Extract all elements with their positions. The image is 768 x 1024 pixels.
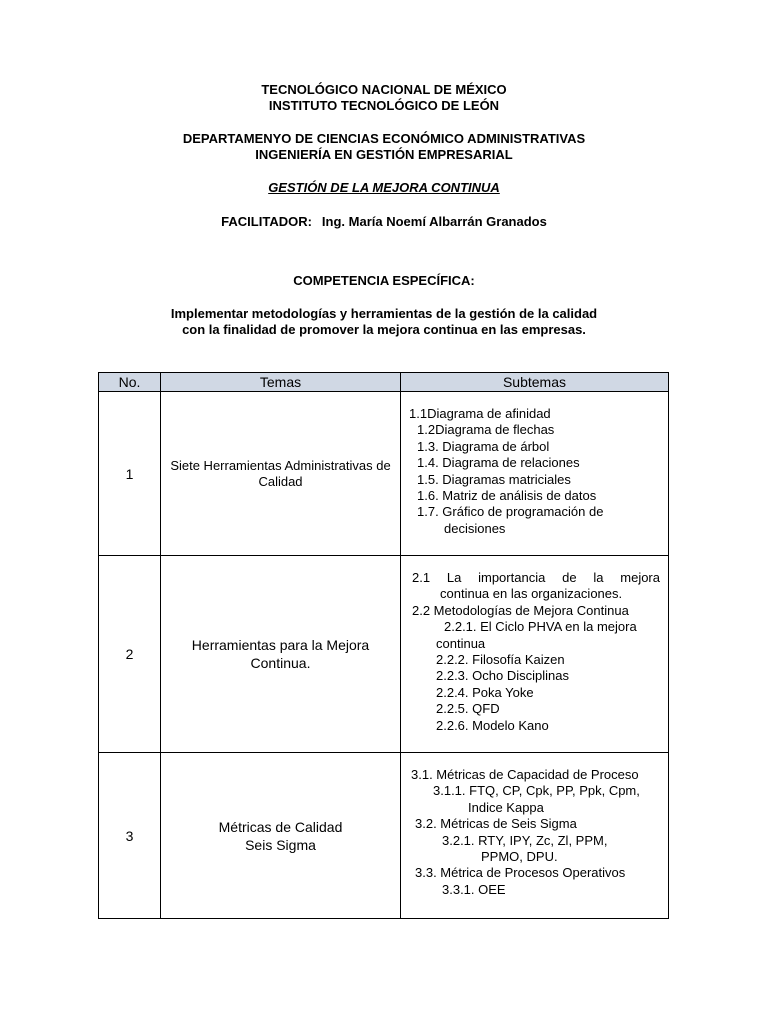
row-number: 2 xyxy=(99,556,161,753)
subtema-item: 2.2.2. Filosofía Kaizen xyxy=(436,652,565,668)
row-number: 3 xyxy=(99,753,161,919)
competencia-line-2: con la finalidad de promover la mejora continua en las empresas. xyxy=(182,322,586,337)
competencia-description xyxy=(0,306,768,338)
subtema-item: 3.3. Métrica de Procesos Operativos xyxy=(415,865,626,881)
subtema-item: 1.5. Diagramas matriciales xyxy=(417,471,571,487)
institution-name: TECNOLÓGICO NACIONAL DE MÉXICO xyxy=(261,82,507,97)
subtema-item: Indice Kappa xyxy=(468,799,544,815)
facilitator-name: Ing. María Noemí Albarrán Granados xyxy=(321,214,547,229)
subtema-item: 1.1Diagrama de afinidad xyxy=(409,406,551,421)
row-subtemas xyxy=(401,556,669,753)
subtema-item: 2.2.1. El Ciclo PHVA en la mejora xyxy=(444,619,637,635)
subtema-item: 1.7. Gráfico de programación de xyxy=(417,504,604,520)
competencia-line-1: Implementar metodologías y herramientas de la gestión de la calidad xyxy=(170,306,598,321)
facilitator-label: FACILITADOR: xyxy=(221,214,312,229)
competencia-title: COMPETENCIA ESPECÍFICA: xyxy=(293,273,475,288)
subtema-item: decisiones xyxy=(444,520,506,536)
subtema-item: 3.2. Métricas de Seis Sigma xyxy=(415,816,577,832)
table-header-row xyxy=(99,373,669,392)
subtema-item: 2.1 La importancia de la mejora xyxy=(412,570,660,585)
program-name: INGENIERÍA EN GESTIÓN EMPRESARIAL xyxy=(255,147,513,162)
column-header-temas: Temas xyxy=(161,373,401,392)
subtema-item: continua xyxy=(436,635,486,651)
row-tema-line: Métricas de Calidad xyxy=(218,818,343,835)
subtema-item: PPMO, DPU. xyxy=(481,849,558,865)
department-name: DEPARTAMENYO DE CIENCIAS ECONÓMICO ADMINISTRATIVAS xyxy=(182,131,586,146)
subtema-item: 2.2 Metodologías de Mejora Continua xyxy=(412,602,629,618)
facilitator-line xyxy=(0,214,768,230)
subtema-item: 2.2.5. QFD xyxy=(436,701,500,717)
subtema-item: 1.4. Diagrama de relaciones xyxy=(417,455,580,471)
department-header xyxy=(0,131,768,163)
subtema-item: 1.3. Diagrama de árbol xyxy=(417,438,550,454)
row-subtemas xyxy=(401,753,669,919)
column-header-subtemas: Subtemas xyxy=(401,373,669,392)
subtema-item: 3.2.1. RTY, IPY, Zc, Zl, PPM, xyxy=(442,832,608,848)
row-tema xyxy=(161,753,401,919)
table-row xyxy=(99,753,669,919)
subtema-item: 1.6. Matriz de análisis de datos xyxy=(417,488,597,504)
table-row xyxy=(99,556,669,753)
row-tema: Herramientas para la Mejora Continua. xyxy=(161,556,401,753)
campus-name: INSTITUTO TECNOLÓGICO DE LEÓN xyxy=(268,98,500,113)
subtema-item: continua en las organizaciones. xyxy=(440,586,623,602)
subtema-item: 2.2.3. Ocho Disciplinas xyxy=(436,668,569,684)
subtema-item: 2.2.4. Poka Yoke xyxy=(436,684,534,700)
table-row xyxy=(99,392,669,556)
row-number: 1 xyxy=(99,392,161,556)
subtema-item: 1.2Diagrama de flechas xyxy=(417,422,555,438)
row-tema: Siete Herramientas Administrativas de Calidad xyxy=(161,392,401,556)
row-tema-line: Seis Sigma xyxy=(245,836,316,853)
institution-header xyxy=(0,82,768,114)
subtema-item: 3.1. Métricas de Capacidad de Proceso xyxy=(411,767,639,782)
column-header-no: No. xyxy=(99,373,161,392)
subtema-item: 2.2.6. Modelo Kano xyxy=(436,717,549,733)
subtema-item: 3.3.1. OEE xyxy=(442,881,506,897)
course-title: GESTIÓN DE LA MEJORA CONTINUA xyxy=(268,180,500,195)
row-subtemas xyxy=(401,392,669,556)
subtema-item: 3.1.1. FTQ, CP, Cpk, PP, Ppk, Cpm, xyxy=(433,783,640,799)
topics-table xyxy=(98,372,669,919)
